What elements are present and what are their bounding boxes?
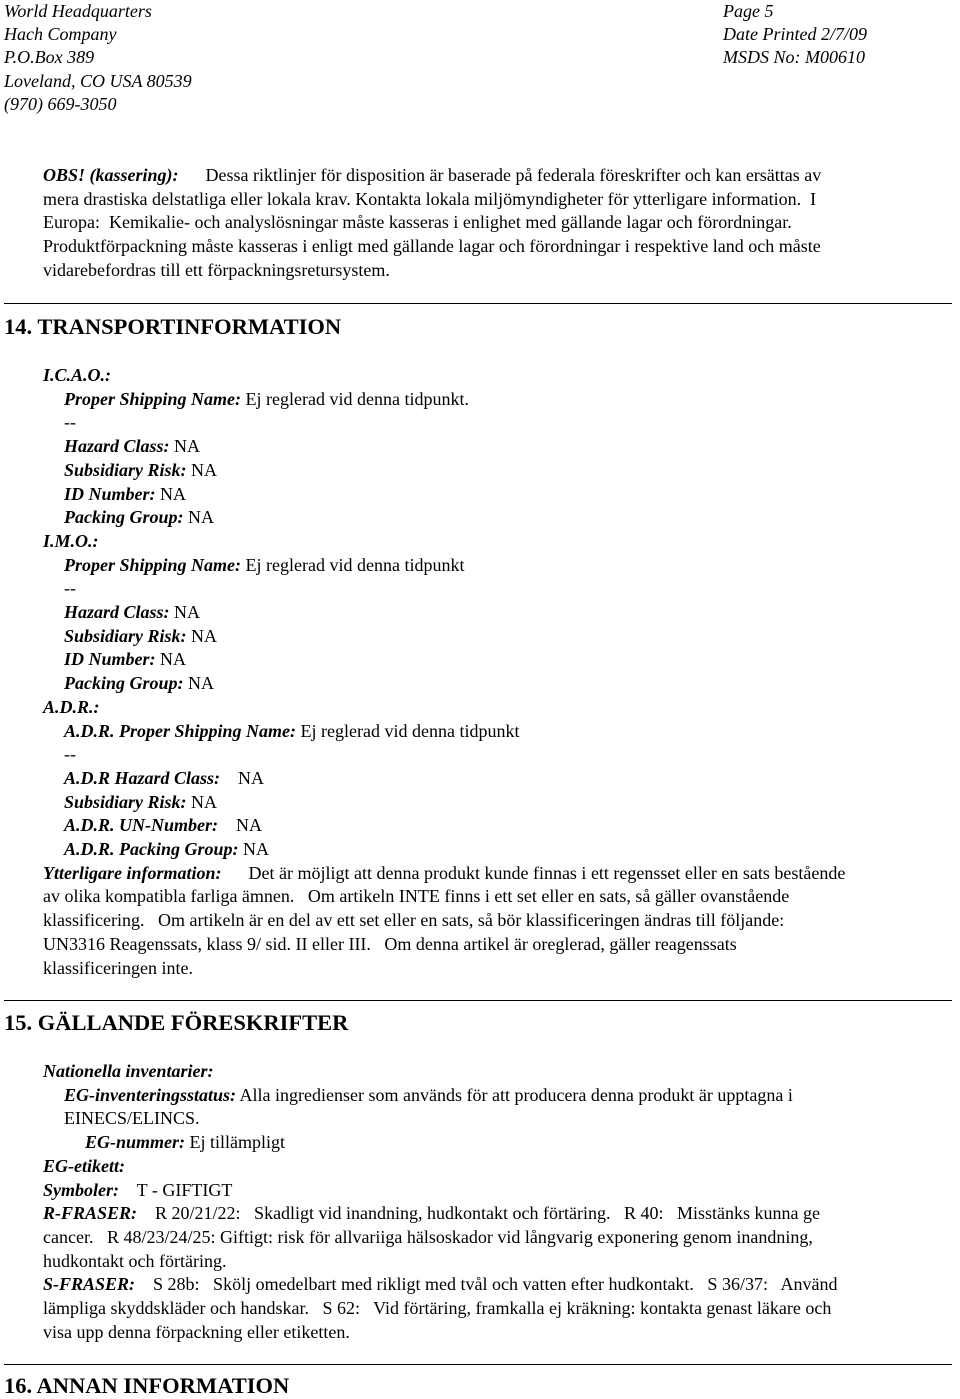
address-line: World Headquarters <box>4 1 152 21</box>
dash: -- <box>64 744 76 765</box>
disposal-paragraph <box>43 164 958 283</box>
dash: -- <box>64 412 76 433</box>
address-line: P.O.Box 389 <box>4 47 95 68</box>
field-value: NA <box>183 673 215 694</box>
section-divider <box>4 1000 952 1001</box>
field-value: NA <box>169 436 201 457</box>
disposal-text: Europa: Kemikalie- och analyslösningar måste kasseras i enlighet med gällande lagar och förordningar. <box>43 212 792 233</box>
additional-info-text: klassificeringen inte. <box>43 957 193 978</box>
field-label: S-FRASER: <box>43 1274 136 1295</box>
address-line: (970) 669-3050 <box>4 93 117 114</box>
regulatory-info <box>43 1060 958 1344</box>
field-value: NA <box>155 483 187 504</box>
disposal-text: Dessa riktlinjer för disposition är baserade på federala föreskrifter och kan ersättas av <box>205 165 822 185</box>
field-label: Subsidiary Risk: <box>64 459 187 480</box>
field-label: A.D.R. Proper Shipping Name: <box>64 720 297 741</box>
field-label: Hazard Class: <box>64 602 170 623</box>
field-value: cancer. R 48/23/24/25: Giftigt: risk för allvariiga hälsoskador vid långvarig exponering genom inandning, <box>43 1226 813 1247</box>
eg-label-heading: EG-etikett: <box>43 1155 125 1176</box>
document-info <box>723 0 867 70</box>
field-label: Subsidiary Risk: <box>64 625 187 646</box>
field-label: ID Number: <box>64 483 156 504</box>
additional-info-text: Det är möjligt att denna produkt kunde finnas i ett regensset eller en sats bestående <box>248 862 846 883</box>
section-divider <box>4 1364 952 1365</box>
field-value: Alla ingredienser som används för att producera denna produkt är upptagna i <box>236 1084 793 1105</box>
field-value: NA <box>218 815 263 836</box>
field-label: Proper Shipping Name: <box>64 388 242 409</box>
company-address <box>4 0 192 116</box>
address-line: Loveland, CO USA 80539 <box>4 70 192 91</box>
field-value: lämpliga skyddskläder och handskar. S 62: Vid förtäring, framkalla ej kräkning: kontakta genast läkare och <box>43 1298 832 1319</box>
field-value: R 20/21/22: Skadligt vid inandning, hudkontakt och förtäring. R 40: Misstänks kunna ge <box>137 1203 821 1224</box>
field-label: EG-nummer: <box>85 1132 186 1153</box>
field-label: ID Number: <box>64 649 156 670</box>
field-label: EG-inventeringsstatus: <box>64 1084 237 1105</box>
field-value: Ej tillämpligt <box>185 1132 286 1153</box>
field-value: NA <box>155 649 187 670</box>
section-divider <box>4 303 952 304</box>
transport-info <box>43 364 958 980</box>
field-value: NA <box>169 602 201 623</box>
field-label: Symboler: <box>43 1179 119 1200</box>
page-number: Page 5 <box>723 1 774 21</box>
field-value: visa upp denna förpackning eller etiketten. <box>43 1321 350 1342</box>
field-value: EINECS/ELINCS. <box>64 1108 200 1129</box>
additional-info-text: av olika kompatibla farliga ämnen. Om artikeln INTE finns i ett set eller en sats, så gäller ovanstående <box>43 886 790 907</box>
field-value: Ej reglerad vid denna tidpunkt <box>296 720 520 741</box>
imo-label: I.M.O.: <box>43 530 99 551</box>
dash: -- <box>64 578 76 599</box>
adr-label: A.D.R.: <box>43 696 100 717</box>
field-value: NA <box>183 507 215 528</box>
icao-label: I.C.A.O.: <box>43 365 112 385</box>
field-value: T - GIFTIGT <box>119 1179 233 1200</box>
section-14-title: 14. TRANSPORTINFORMATION <box>4 314 342 339</box>
additional-info-text: klassificering. Om artikeln är en del av ett set eller en sats, så bör klassificeringen ändras till följande: <box>43 910 785 931</box>
additional-info-label: Ytterligare information: <box>43 862 222 883</box>
section-15-title: 15. GÄLLANDE FÖRESKRIFTER <box>4 1010 349 1035</box>
field-value: hudkontakt och förtäring. <box>43 1250 227 1271</box>
field-label: Subsidiary Risk: <box>64 791 187 812</box>
disposal-text: Produktförpackning måste kasseras i enligt med gällande lagar och förordningar i respektive land och måste <box>43 236 821 257</box>
address-line: Hach Company <box>4 24 117 45</box>
section-16-title: 16. ANNAN INFORMATION <box>4 1373 290 1398</box>
additional-info-text: UN3316 Reagenssats, klass 9/ sid. II eller III. Om denna artikel är oreglerad, gäller reagenssats <box>43 933 737 954</box>
field-value: NA <box>186 625 218 646</box>
field-value: NA <box>238 839 270 860</box>
field-value: NA <box>186 791 218 812</box>
field-label: R-FRASER: <box>43 1203 138 1224</box>
field-label: A.D.R. Packing Group: <box>64 839 239 860</box>
field-value: Ej reglerad vid denna tidpunkt. <box>241 388 469 409</box>
field-label: Proper Shipping Name: <box>64 554 242 575</box>
field-label: A.D.R. UN-Number: <box>64 815 219 836</box>
disposal-text: vidarebefordras till ett förpackningsretursystem. <box>43 259 390 280</box>
date-printed: Date Printed 2/7/09 <box>723 24 867 45</box>
msds-number: MSDS No: M00610 <box>723 47 865 68</box>
field-label: Hazard Class: <box>64 436 170 457</box>
disposal-text: mera drastiska delstatliga eller lokala krav. Kontakta lokala miljömyndigheter för ytterligare information. I <box>43 188 817 209</box>
field-value: Ej reglerad vid denna tidpunkt <box>241 554 465 575</box>
disposal-label: OBS! (kassering): <box>43 165 179 185</box>
field-label: Packing Group: <box>64 673 184 694</box>
field-value: NA <box>220 767 265 788</box>
field-value: NA <box>186 459 218 480</box>
field-label: Packing Group: <box>64 507 184 528</box>
field-value: S 28b: Skölj omedelbart med rikligt med tvål och vatten efter hudkontakt. S 36/37: Använd <box>135 1274 838 1295</box>
national-inventories-label: Nationella inventarier: <box>43 1061 214 1081</box>
field-label: A.D.R Hazard Class: <box>64 767 221 788</box>
